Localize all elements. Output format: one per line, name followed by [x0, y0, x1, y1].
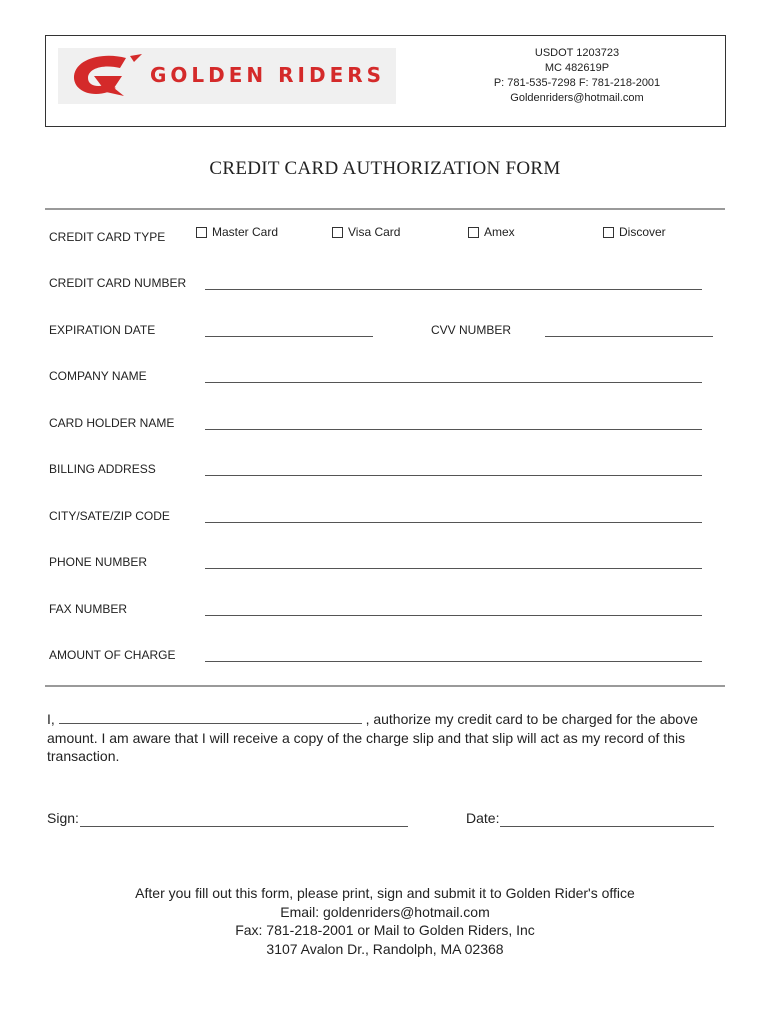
- footer-address: 3107 Avalon Dr., Randolph, MA 02368: [266, 940, 504, 957]
- logo-wordmark: GOLDEN RIDERS: [150, 63, 386, 87]
- auth-text-2: amount. I am aware that I will receive a copy of the charge slip and that slip will act as my record of this transaction.: [47, 729, 686, 764]
- option-discover[interactable]: [603, 225, 666, 239]
- option-label: Amex: [484, 225, 515, 239]
- contact-email: Goldenriders@hotmail.com: [510, 92, 644, 104]
- city-field[interactable]: [205, 522, 702, 523]
- fax-field[interactable]: [205, 615, 702, 616]
- card-number-field[interactable]: [205, 289, 702, 290]
- billing-label: BILLING ADDRESS: [49, 462, 156, 476]
- card-type-label: CREDIT CARD TYPE: [49, 230, 166, 244]
- footer-line-1: After you fill out this form, please print, sign and submit it to Golden Rider's office: [135, 885, 635, 901]
- option-master-card[interactable]: [196, 225, 278, 239]
- option-label: Master Card: [212, 225, 279, 239]
- amount-field[interactable]: [205, 661, 702, 662]
- top-divider: [45, 208, 725, 210]
- holder-field[interactable]: [205, 429, 702, 430]
- option-label: Visa Card: [348, 225, 401, 239]
- holder-label: CARD HOLDER NAME: [49, 416, 175, 430]
- date-field[interactable]: [500, 826, 714, 827]
- auth-text-1: , authorize my credit card to be charged for the above: [365, 711, 698, 727]
- auth-prefix: I,: [47, 711, 55, 727]
- city-label: CITY/SATE/ZIP CODE: [49, 509, 170, 523]
- checkbox-master-card[interactable]: [196, 227, 207, 238]
- checkbox-visa-card[interactable]: [332, 227, 343, 238]
- form-title: CREDIT CARD AUTHORIZATION FORM: [209, 158, 561, 179]
- phone-label: PHONE NUMBER: [49, 555, 148, 569]
- bottom-divider: [45, 685, 725, 687]
- sign-label: Sign:: [47, 810, 79, 826]
- card-number-label: CREDIT CARD NUMBER: [49, 276, 187, 290]
- contact-info: [477, 46, 677, 106]
- golden-riders-swoosh-icon: [64, 48, 144, 104]
- phone-field[interactable]: [205, 568, 702, 569]
- footer-email: Email: goldenriders@hotmail.com: [280, 903, 490, 920]
- mc-number: MC 482619P: [544, 62, 610, 74]
- company-logo: [58, 48, 396, 104]
- usdot-number: USDOT 1203723: [534, 47, 620, 59]
- authorization-statement: [47, 710, 727, 766]
- fax-label: FAX NUMBER: [49, 602, 128, 616]
- expiration-field[interactable]: [205, 336, 373, 337]
- billing-field[interactable]: [205, 475, 702, 476]
- checkbox-amex[interactable]: [468, 227, 479, 238]
- company-field[interactable]: [205, 382, 702, 383]
- cvv-label: CVV NUMBER: [431, 323, 512, 337]
- cvv-field[interactable]: [545, 336, 713, 337]
- checkbox-discover[interactable]: [603, 227, 614, 238]
- letterhead: [45, 35, 726, 127]
- footer-fax-mail: Fax: 781-218-2001 or Mail to Golden Riders, Inc: [235, 922, 535, 938]
- expiration-label: EXPIRATION DATE: [49, 323, 156, 337]
- signature-field[interactable]: [80, 826, 408, 827]
- option-amex[interactable]: [468, 225, 515, 239]
- option-visa-card[interactable]: [332, 225, 400, 239]
- phone-fax: P: 781-535-7298 F: 781-218-2001: [493, 77, 661, 89]
- amount-label: AMOUNT OF CHARGE: [49, 648, 176, 662]
- authorizer-name-field[interactable]: [59, 713, 362, 724]
- date-label: Date:: [466, 810, 500, 826]
- company-label: COMPANY NAME: [49, 369, 147, 383]
- option-label: Discover: [619, 225, 666, 239]
- submission-instructions: [0, 884, 770, 958]
